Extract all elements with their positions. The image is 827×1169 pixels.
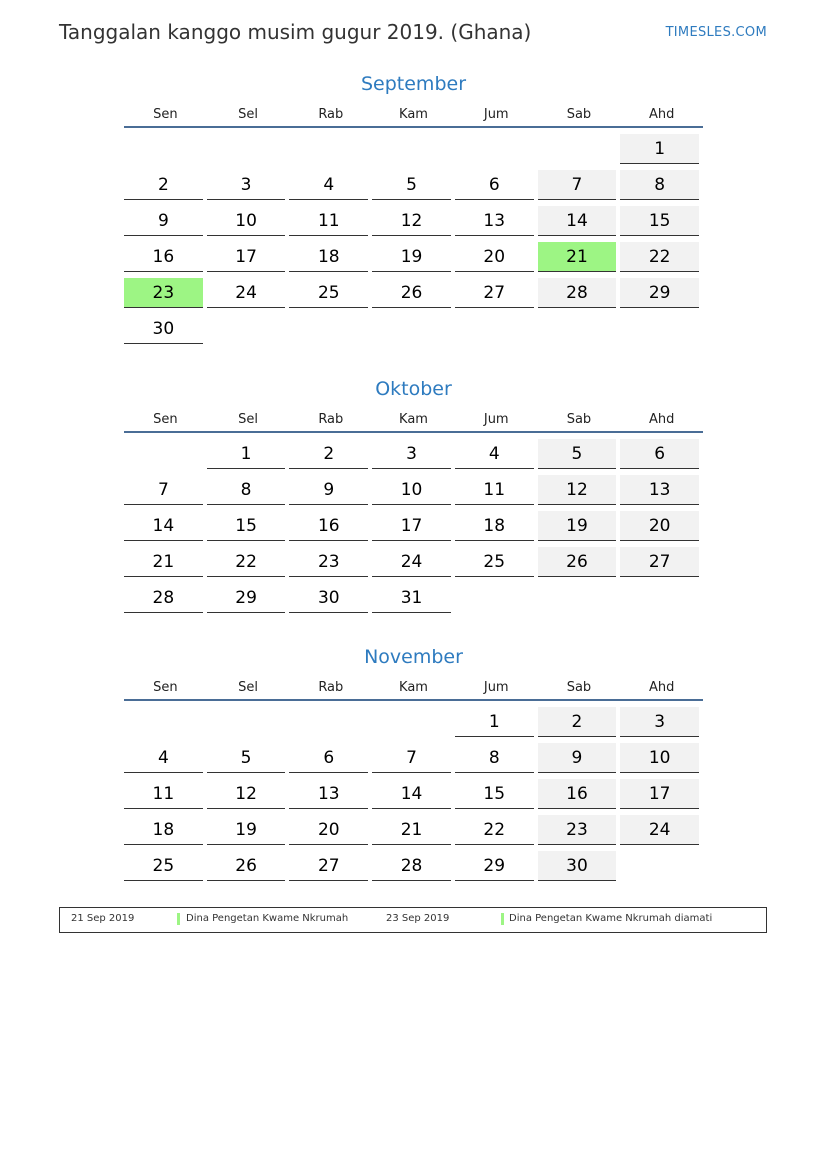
day-slot xyxy=(207,134,290,170)
day-cell[interactable]: 1 xyxy=(207,439,286,469)
day-slot xyxy=(289,206,372,242)
day-slot xyxy=(207,242,290,278)
day-cell[interactable]: 29 xyxy=(455,851,534,881)
day-slot xyxy=(124,583,207,619)
day-slot xyxy=(620,314,703,350)
day-slot xyxy=(124,134,207,170)
day-cell[interactable]: 17 xyxy=(620,779,699,809)
day-cell[interactable]: 31 xyxy=(372,583,451,613)
weekday-label: Sel xyxy=(238,107,259,122)
day-slot xyxy=(207,707,290,743)
day-slot xyxy=(538,707,621,743)
day-cell[interactable]: 22 xyxy=(455,815,534,845)
legend-name-1: Dina Pengetan Kwame Nkrumah xyxy=(186,913,349,924)
brand-logo-text[interactable]: TIMESLES.COM xyxy=(665,25,767,40)
day-slot xyxy=(538,314,621,350)
day-cell[interactable]: 13 xyxy=(455,206,534,236)
week-row xyxy=(124,475,703,511)
day-slot xyxy=(124,779,207,815)
month-september xyxy=(124,70,703,350)
day-slot xyxy=(289,439,372,475)
day-slot xyxy=(124,278,207,314)
day-cell[interactable]: 27 xyxy=(289,851,368,881)
week-row xyxy=(124,851,703,887)
week-row xyxy=(124,547,703,583)
day-cell[interactable]: 6 xyxy=(289,743,368,773)
week-row xyxy=(124,815,703,851)
holiday-day-cell[interactable]: 21 xyxy=(538,242,617,272)
day-slot xyxy=(455,170,538,206)
day-cell[interactable]: 21 xyxy=(124,547,203,577)
day-slot xyxy=(372,134,455,170)
week-row xyxy=(124,583,703,619)
day-cell[interactable]: 12 xyxy=(372,206,451,236)
day-slot xyxy=(620,547,703,583)
day-cell[interactable]: 11 xyxy=(289,206,368,236)
day-slot xyxy=(124,242,207,278)
day-slot xyxy=(372,439,455,475)
day-slot xyxy=(289,170,372,206)
day-slot xyxy=(620,170,703,206)
day-cell[interactable]: 21 xyxy=(372,815,451,845)
day-cell[interactable]: 30 xyxy=(289,583,368,613)
legend-date-1: 21 Sep 2019 xyxy=(71,913,135,924)
day-slot xyxy=(620,779,703,815)
day-cell[interactable]: 30 xyxy=(124,314,203,344)
day-slot xyxy=(372,511,455,547)
day-slot xyxy=(455,278,538,314)
legend-holiday-swatch-1 xyxy=(177,913,180,925)
weekday-label: Sab xyxy=(566,412,592,427)
day-cell[interactable]: 7 xyxy=(372,743,451,773)
day-slot xyxy=(620,707,703,743)
day-slot xyxy=(538,583,621,619)
day-cell[interactable]: 28 xyxy=(372,851,451,881)
day-cell[interactable]: 16 xyxy=(124,242,203,272)
week-grid xyxy=(124,707,703,887)
day-slot xyxy=(207,583,290,619)
day-cell[interactable]: 7 xyxy=(538,170,617,200)
day-slot xyxy=(289,278,372,314)
weekday-label: Kam xyxy=(399,412,428,427)
day-slot xyxy=(372,743,455,779)
day-slot xyxy=(455,206,538,242)
day-slot xyxy=(372,475,455,511)
day-cell[interactable]: 18 xyxy=(289,242,368,272)
day-slot xyxy=(455,547,538,583)
day-cell[interactable]: 20 xyxy=(289,815,368,845)
week-row xyxy=(124,779,703,815)
day-slot xyxy=(372,314,455,350)
day-slot xyxy=(455,815,538,851)
day-cell[interactable]: 25 xyxy=(455,547,534,577)
day-slot xyxy=(124,206,207,242)
day-cell[interactable]: 24 xyxy=(207,278,286,308)
day-cell[interactable]: 27 xyxy=(455,278,534,308)
day-slot xyxy=(289,779,372,815)
weekday-label: Jum xyxy=(483,680,509,695)
day-slot xyxy=(455,779,538,815)
day-slot xyxy=(538,206,621,242)
weekday-label: Sen xyxy=(153,107,178,122)
day-slot xyxy=(289,475,372,511)
weekday-label: Sen xyxy=(153,412,178,427)
day-slot xyxy=(207,851,290,887)
day-slot xyxy=(207,170,290,206)
day-cell[interactable]: 12 xyxy=(538,475,617,505)
day-slot xyxy=(538,547,621,583)
day-slot xyxy=(207,206,290,242)
day-slot xyxy=(207,547,290,583)
weekday-label: Kam xyxy=(399,680,428,695)
day-cell[interactable]: 2 xyxy=(538,707,617,737)
day-slot xyxy=(124,314,207,350)
day-slot xyxy=(538,779,621,815)
week-row xyxy=(124,314,703,350)
day-cell[interactable]: 10 xyxy=(620,743,699,773)
day-slot xyxy=(620,815,703,851)
day-slot xyxy=(372,278,455,314)
day-slot xyxy=(207,475,290,511)
week-grid xyxy=(124,439,703,619)
week-row xyxy=(124,743,703,779)
day-cell[interactable]: 12 xyxy=(207,779,286,809)
day-cell[interactable]: 20 xyxy=(620,511,699,541)
day-cell[interactable]: 26 xyxy=(538,547,617,577)
legend-name-2: Dina Pengetan Kwame Nkrumah diamati xyxy=(509,913,713,924)
day-cell[interactable]: 10 xyxy=(207,206,286,236)
week-row xyxy=(124,278,703,314)
day-cell[interactable]: 3 xyxy=(620,707,699,737)
week-row xyxy=(124,439,703,475)
holiday-legend xyxy=(59,907,767,933)
weekday-label: Jum xyxy=(483,107,509,122)
weekday-header xyxy=(124,677,703,699)
day-slot xyxy=(372,242,455,278)
day-cell[interactable]: 9 xyxy=(289,475,368,505)
legend-date-2: 23 Sep 2019 xyxy=(386,913,450,924)
day-slot xyxy=(372,547,455,583)
header-divider xyxy=(124,126,703,128)
day-cell[interactable]: 9 xyxy=(538,743,617,773)
day-slot xyxy=(455,439,538,475)
day-cell[interactable]: 15 xyxy=(207,511,286,541)
day-cell[interactable]: 15 xyxy=(620,206,699,236)
day-slot xyxy=(289,707,372,743)
weekday-label: Ahd xyxy=(648,107,675,122)
header-divider xyxy=(124,431,703,433)
week-row xyxy=(124,206,703,242)
weekday-label: Rab xyxy=(318,680,344,695)
day-cell[interactable]: 28 xyxy=(538,278,617,308)
weekday-label: Sen xyxy=(153,680,178,695)
day-cell[interactable]: 10 xyxy=(372,475,451,505)
day-cell[interactable]: 2 xyxy=(289,439,368,469)
day-slot xyxy=(538,278,621,314)
day-cell[interactable]: 29 xyxy=(620,278,699,308)
week-grid xyxy=(124,134,703,350)
day-slot xyxy=(455,314,538,350)
weekday-header xyxy=(124,104,703,126)
day-cell[interactable]: 6 xyxy=(455,170,534,200)
day-slot xyxy=(455,134,538,170)
day-slot xyxy=(124,475,207,511)
day-cell[interactable]: 20 xyxy=(455,242,534,272)
day-slot xyxy=(620,134,703,170)
day-slot xyxy=(455,511,538,547)
day-cell[interactable]: 4 xyxy=(124,743,203,773)
day-cell[interactable]: 5 xyxy=(372,170,451,200)
day-cell[interactable]: 26 xyxy=(372,278,451,308)
day-cell[interactable]: 27 xyxy=(620,547,699,577)
month-november xyxy=(124,643,703,887)
day-slot xyxy=(124,815,207,851)
day-cell[interactable]: 17 xyxy=(372,511,451,541)
day-cell[interactable]: 22 xyxy=(207,547,286,577)
day-slot xyxy=(289,547,372,583)
day-slot xyxy=(372,779,455,815)
day-cell[interactable]: 28 xyxy=(124,583,203,613)
day-slot xyxy=(538,439,621,475)
day-cell[interactable]: 9 xyxy=(124,206,203,236)
day-slot xyxy=(538,170,621,206)
day-slot xyxy=(207,779,290,815)
month-oktober xyxy=(124,375,703,619)
day-slot xyxy=(372,583,455,619)
day-slot xyxy=(620,206,703,242)
month-title: Oktober xyxy=(375,378,452,400)
day-slot xyxy=(289,815,372,851)
day-slot xyxy=(289,851,372,887)
day-cell[interactable]: 23 xyxy=(289,547,368,577)
day-cell[interactable]: 2 xyxy=(124,170,203,200)
day-slot xyxy=(620,278,703,314)
day-slot xyxy=(124,851,207,887)
day-cell[interactable]: 16 xyxy=(289,511,368,541)
day-slot xyxy=(455,851,538,887)
day-cell[interactable]: 16 xyxy=(538,779,617,809)
weekday-label: Ahd xyxy=(648,412,675,427)
day-slot xyxy=(289,511,372,547)
day-cell[interactable]: 26 xyxy=(207,851,286,881)
day-cell[interactable]: 13 xyxy=(289,779,368,809)
day-cell[interactable]: 24 xyxy=(372,547,451,577)
day-cell[interactable]: 8 xyxy=(207,475,286,505)
day-cell[interactable]: 13 xyxy=(620,475,699,505)
day-slot xyxy=(455,707,538,743)
day-slot xyxy=(289,314,372,350)
day-slot xyxy=(372,707,455,743)
day-slot xyxy=(207,439,290,475)
day-slot xyxy=(455,475,538,511)
day-cell[interactable]: 7 xyxy=(124,475,203,505)
day-slot xyxy=(372,815,455,851)
day-slot xyxy=(538,134,621,170)
day-cell[interactable]: 6 xyxy=(620,439,699,469)
day-slot xyxy=(620,439,703,475)
day-slot xyxy=(455,743,538,779)
page-title: Tanggalan kanggo musim gugur 2019. (Ghana) xyxy=(59,20,532,44)
day-slot xyxy=(124,743,207,779)
day-cell[interactable]: 5 xyxy=(207,743,286,773)
day-slot xyxy=(538,511,621,547)
day-slot xyxy=(289,583,372,619)
day-slot xyxy=(207,511,290,547)
day-cell[interactable]: 8 xyxy=(620,170,699,200)
day-cell[interactable]: 1 xyxy=(620,134,699,164)
day-slot xyxy=(207,743,290,779)
day-slot xyxy=(372,170,455,206)
day-slot xyxy=(372,206,455,242)
week-row xyxy=(124,170,703,206)
weekday-label: Ahd xyxy=(648,680,675,695)
day-cell[interactable]: 4 xyxy=(455,439,534,469)
weekday-header xyxy=(124,409,703,431)
day-slot xyxy=(538,851,621,887)
day-cell[interactable]: 18 xyxy=(455,511,534,541)
day-cell[interactable]: 14 xyxy=(538,206,617,236)
day-cell[interactable]: 14 xyxy=(124,511,203,541)
weekday-label: Sab xyxy=(566,107,592,122)
day-slot xyxy=(620,511,703,547)
day-slot xyxy=(289,134,372,170)
day-cell[interactable]: 17 xyxy=(207,242,286,272)
day-cell[interactable]: 3 xyxy=(372,439,451,469)
day-slot xyxy=(538,475,621,511)
day-cell[interactable]: 3 xyxy=(207,170,286,200)
day-cell[interactable]: 14 xyxy=(372,779,451,809)
day-cell[interactable]: 15 xyxy=(455,779,534,809)
day-slot xyxy=(289,242,372,278)
day-slot xyxy=(124,547,207,583)
week-row xyxy=(124,242,703,278)
day-cell[interactable]: 11 xyxy=(455,475,534,505)
day-cell[interactable]: 1 xyxy=(455,707,534,737)
day-cell[interactable]: 23 xyxy=(538,815,617,845)
day-slot xyxy=(289,743,372,779)
month-title: November xyxy=(364,646,463,668)
day-cell[interactable]: 18 xyxy=(124,815,203,845)
holiday-day-cell[interactable]: 23 xyxy=(124,278,203,308)
day-slot xyxy=(620,583,703,619)
day-cell[interactable]: 25 xyxy=(289,278,368,308)
day-cell[interactable]: 19 xyxy=(372,242,451,272)
day-cell[interactable]: 25 xyxy=(124,851,203,881)
week-row xyxy=(124,134,703,170)
weekday-label: Rab xyxy=(318,107,344,122)
day-cell[interactable]: 22 xyxy=(620,242,699,272)
day-cell[interactable]: 29 xyxy=(207,583,286,613)
day-slot xyxy=(538,743,621,779)
week-row xyxy=(124,511,703,547)
day-slot xyxy=(372,851,455,887)
day-cell[interactable]: 19 xyxy=(207,815,286,845)
weekday-label: Sel xyxy=(238,680,259,695)
day-slot xyxy=(207,278,290,314)
day-slot xyxy=(124,439,207,475)
day-slot xyxy=(620,475,703,511)
weekday-label: Kam xyxy=(399,107,428,122)
day-slot xyxy=(620,851,703,887)
day-slot xyxy=(620,743,703,779)
day-cell[interactable]: 4 xyxy=(289,170,368,200)
month-title: September xyxy=(360,73,467,95)
weekday-label: Rab xyxy=(318,412,344,427)
day-cell[interactable]: 24 xyxy=(620,815,699,845)
day-slot xyxy=(124,511,207,547)
day-cell[interactable]: 30 xyxy=(538,851,617,881)
day-slot xyxy=(455,242,538,278)
day-slot xyxy=(207,815,290,851)
day-slot xyxy=(620,242,703,278)
day-cell[interactable]: 8 xyxy=(455,743,534,773)
header-divider xyxy=(124,699,703,701)
weekday-label: Sel xyxy=(238,412,259,427)
week-row xyxy=(124,707,703,743)
day-cell[interactable]: 19 xyxy=(538,511,617,541)
day-cell[interactable]: 5 xyxy=(538,439,617,469)
day-slot xyxy=(538,815,621,851)
weekday-label: Jum xyxy=(483,412,509,427)
day-slot xyxy=(124,707,207,743)
day-slot xyxy=(455,583,538,619)
day-slot xyxy=(124,170,207,206)
day-slot xyxy=(538,242,621,278)
weekday-label: Sab xyxy=(566,680,592,695)
legend-holiday-swatch-2 xyxy=(501,913,504,925)
day-cell[interactable]: 11 xyxy=(124,779,203,809)
day-slot xyxy=(207,314,290,350)
